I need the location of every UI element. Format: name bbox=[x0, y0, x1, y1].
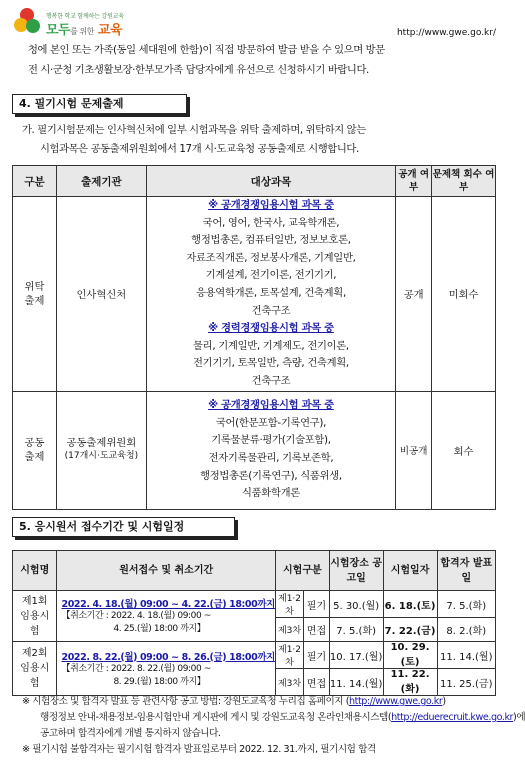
result-date: 11. 25.(금) bbox=[437, 669, 495, 696]
col-header: 대상과목 bbox=[146, 166, 395, 197]
logo-mark-icon bbox=[14, 8, 42, 36]
exam-stage: 제3차 bbox=[275, 669, 303, 696]
result-date: 8. 2.(화) bbox=[437, 618, 495, 642]
intro-line: 청에 본인 또는 가족(동일 세대원에 한함)이 직접 방문하여 발급 받을 수 있으며 방문 bbox=[28, 44, 385, 56]
result-date: 11. 14.(월) bbox=[437, 642, 495, 669]
section-4-title: 4. 필기시험 문제출제 bbox=[12, 94, 187, 114]
exam-type: 공동 출제 bbox=[13, 391, 57, 509]
section-4-note: 가. 필기시험문제는 인사혁신처에 일부 시험과목을 위탁 출제하며, 위탁하지 않는 시험과목은 공동출제위원회에서 17개 시·도교육청 공동출제로 시행합니다. bbox=[22, 124, 366, 155]
table-row bbox=[13, 197, 496, 392]
col-header: 출제기관 bbox=[56, 166, 146, 197]
exam-question-table bbox=[12, 165, 496, 510]
exam-schedule-table bbox=[12, 550, 496, 696]
exam-org: 인사혁신처 bbox=[56, 197, 146, 392]
application-period: 2022. 8. 22.(월) 09:00 ~ 8. 26.(금) 18:00까지 【취소기간 : 2022. 8. 22.(월) 09:00 ~ 8. 29.(월) 18:00 까지】 bbox=[57, 642, 275, 696]
exam-stage: 제1·2차 bbox=[275, 591, 303, 618]
venue-notice-date: 5. 30.(월) bbox=[329, 591, 383, 618]
exam-stage: 제1·2차 bbox=[275, 642, 303, 669]
exam-kind: 필기 bbox=[304, 642, 330, 669]
table-header-row bbox=[13, 166, 496, 197]
section-5-title: 5. 응시원서 접수기간 및 시험일정 bbox=[12, 517, 235, 537]
col-header: 원서접수 및 취소기간 bbox=[57, 551, 275, 591]
logo-tagline: 행복한 학교 함께하는 강원교육 bbox=[46, 13, 124, 20]
footer-notes bbox=[22, 694, 525, 758]
gwe-homepage-link[interactable]: http://www.gwe.go.kr bbox=[349, 696, 443, 707]
table-row bbox=[13, 642, 496, 669]
gwe-logo[interactable] bbox=[14, 8, 164, 38]
subject-list: ※ 공개경쟁임용시험 과목 중 국어, 영어, 한국사, 교육학개론, 행정법총론, 컴퓨터일반, 정보보호론, 자료조직개론, 정보봉사개론, 기계일반, 기계설계, 전기이론, 전기기기, 응용역학개론, 토목설계, 건축계획, 건축구조 ※ 경력경쟁임용시험 과목 중 물리, 기계일반, 기계제도, 전기이론, 전기기기, 토목일반, 측량, 건축계획, 건축구조 bbox=[146, 197, 395, 392]
public-status: 공개 bbox=[396, 197, 432, 392]
application-period: 2022. 4. 18.(월) 09:00 ~ 4. 22.(금) 18:00까지 【취소기간 : 2022. 4. 18.(월) 09:00 ~ 4. 25.(월) 18:00 까지】 bbox=[57, 591, 275, 642]
exam-stage: 제3차 bbox=[275, 618, 303, 642]
exam-kind: 면접 bbox=[304, 618, 330, 642]
intro-text bbox=[28, 40, 494, 80]
footer-note: 공고하며 합격자에게 개별 통지하지 않습니다. bbox=[40, 728, 221, 739]
venue-notice-date: 7. 5.(화) bbox=[329, 618, 383, 642]
result-date: 7. 5.(화) bbox=[437, 591, 495, 618]
public-status: 비공개 bbox=[396, 391, 432, 509]
exam-type: 위탁 출제 bbox=[13, 197, 57, 392]
recruit-system-link[interactable]: http://eduerecruit.kwe.go.kr bbox=[391, 712, 514, 723]
round-name: 제1회 임용시험 bbox=[13, 591, 57, 642]
collect-status: 회수 bbox=[432, 391, 496, 509]
footer-note: 행정정보 안내-채용정보-임용시험안내 게시판에 게시 및 강원도교육청 온라인채용시스템(http://eduerecruit.kwe.go.kr)에 bbox=[40, 712, 525, 723]
site-url[interactable]: http://www.gwe.go.kr/ bbox=[396, 28, 496, 38]
collect-status: 미회수 bbox=[432, 197, 496, 392]
col-header: 구분 bbox=[13, 166, 57, 197]
subject-list: ※ 공개경쟁임용시험 과목 중 국어(한문포함-기록연구), 기록물분류·평가(기술포함), 전자기록물관리, 기록보존학, 행정법총론(기록연구), 식품위생, 식품화학개론 bbox=[146, 391, 395, 509]
page-header bbox=[0, 0, 508, 40]
intro-line: 전 시·군청 기초생활보장·한부모가족 담당자에게 유선으로 신청하시기 바랍니다. bbox=[28, 64, 369, 76]
exam-date: 6. 18.(토) bbox=[383, 591, 437, 618]
exam-date: 7. 22.(금) bbox=[383, 618, 437, 642]
exam-kind: 필기 bbox=[304, 591, 330, 618]
venue-notice-date: 10. 17.(월) bbox=[329, 642, 383, 669]
exam-date: 11. 22.(화) bbox=[383, 669, 437, 696]
col-header: 시험명 bbox=[13, 551, 57, 591]
footer-note: ※ 시험장소 및 합격자 발표 등 관련사항 공고 방법: 강원도교육청 누리집 홈페이지 (http://www.gwe.go.kr) bbox=[22, 696, 446, 707]
col-header: 시험구분 bbox=[275, 551, 329, 591]
venue-notice-date: 11. 14.(월) bbox=[329, 669, 383, 696]
col-header: 시험일자 bbox=[383, 551, 437, 591]
round-name: 제2회 임용시험 bbox=[13, 642, 57, 696]
table-header-row bbox=[13, 551, 496, 591]
footer-note: ※ 필기시험 불합격자는 필기시험 합격자 발표일로부터 2022. 12. 31.까지, 필기시험 합격 bbox=[22, 744, 376, 755]
exam-org: 공동출제위원회 (17개시·도교육청) bbox=[56, 391, 146, 509]
logo-brand: 모두를 위한 교육 bbox=[46, 23, 123, 38]
exam-kind: 면접 bbox=[304, 669, 330, 696]
col-header: 공개 여부 bbox=[396, 166, 432, 197]
table-row bbox=[13, 391, 496, 509]
col-header: 합격자 발표일 bbox=[437, 551, 495, 591]
col-header: 시험장소 공고일 bbox=[329, 551, 383, 591]
table-row bbox=[13, 591, 496, 618]
col-header: 문제책 회수 여부 bbox=[432, 166, 496, 197]
exam-date: 10. 29.(토) bbox=[383, 642, 437, 669]
